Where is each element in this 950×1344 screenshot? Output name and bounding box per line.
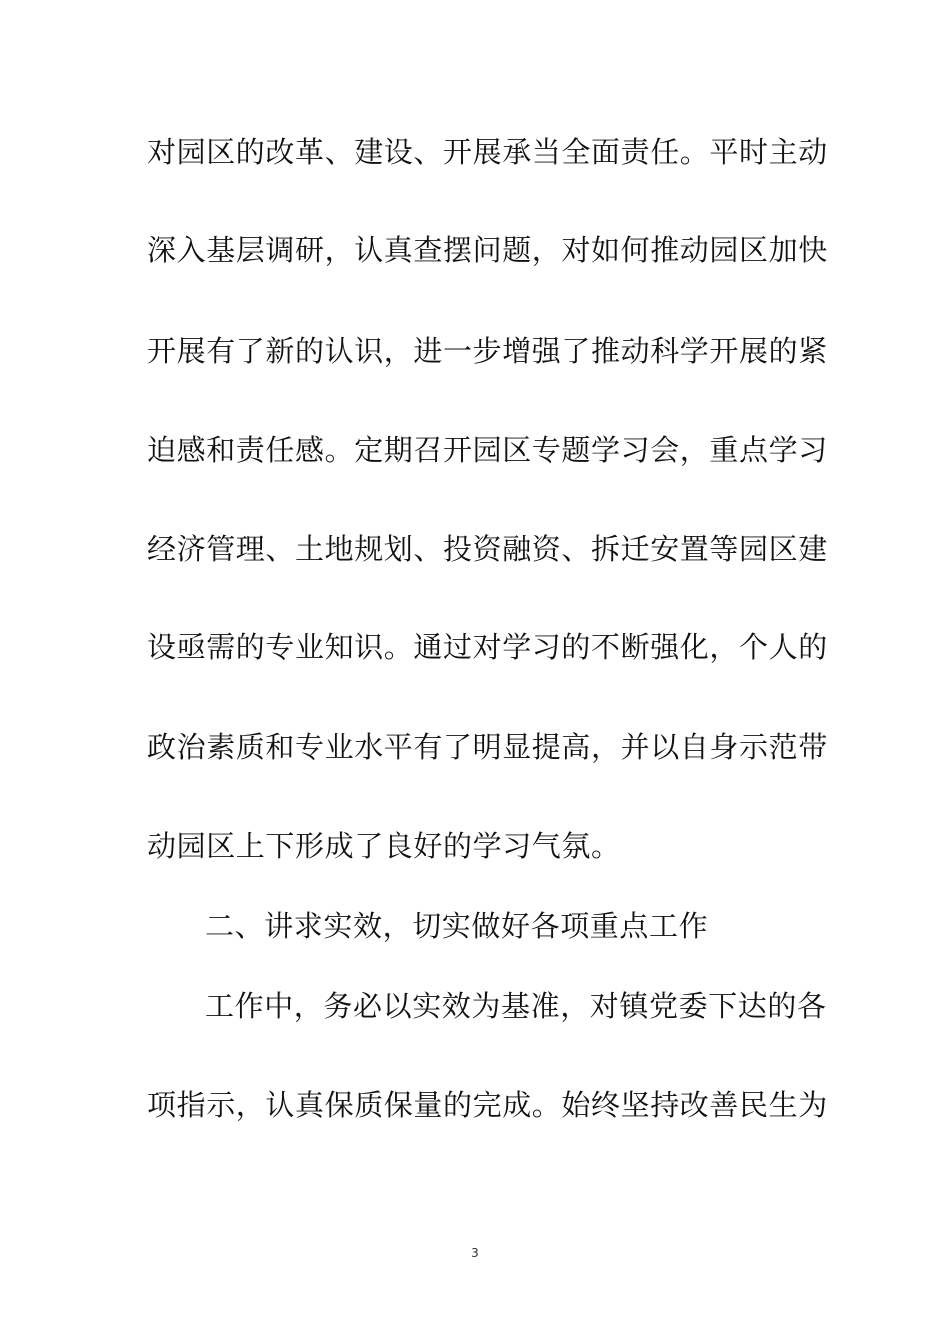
body-text-line: 动园区上下形成了良好的学习气氛。 [147,829,621,863]
body-text-line: 项指示，认真保质保量的完成。始终坚持改善民生为 [147,1088,828,1122]
body-text-line: 深入基层调研，认真查摆问题，对如何推动园区加快 [147,233,828,267]
body-text-line: 设亟需的专业知识。通过对学习的不断强化，个人的 [147,630,828,664]
body-text-line: 开展有了新的认识，进一步增强了推动科学开展的紧 [147,334,828,368]
body-text-line: 对园区的改革、建设、开展承当全面责任。平时主动 [147,135,828,169]
section-heading: 二、讲求实效，切实做好各项重点工作 [205,909,709,943]
body-text-line: 政治素质和专业水平有了明显提高，并以自身示范带 [147,730,828,764]
paragraph-first-line: 工作中，务必以实效为基准，对镇党委下达的各 [205,989,827,1023]
page-number: 3 [471,1246,479,1260]
body-text-line: 经济管理、土地规划、投资融资、拆迁安置等园区建 [147,532,828,566]
body-text-line: 迫感和责任感。定期召开园区专题学习会，重点学习 [147,433,828,467]
